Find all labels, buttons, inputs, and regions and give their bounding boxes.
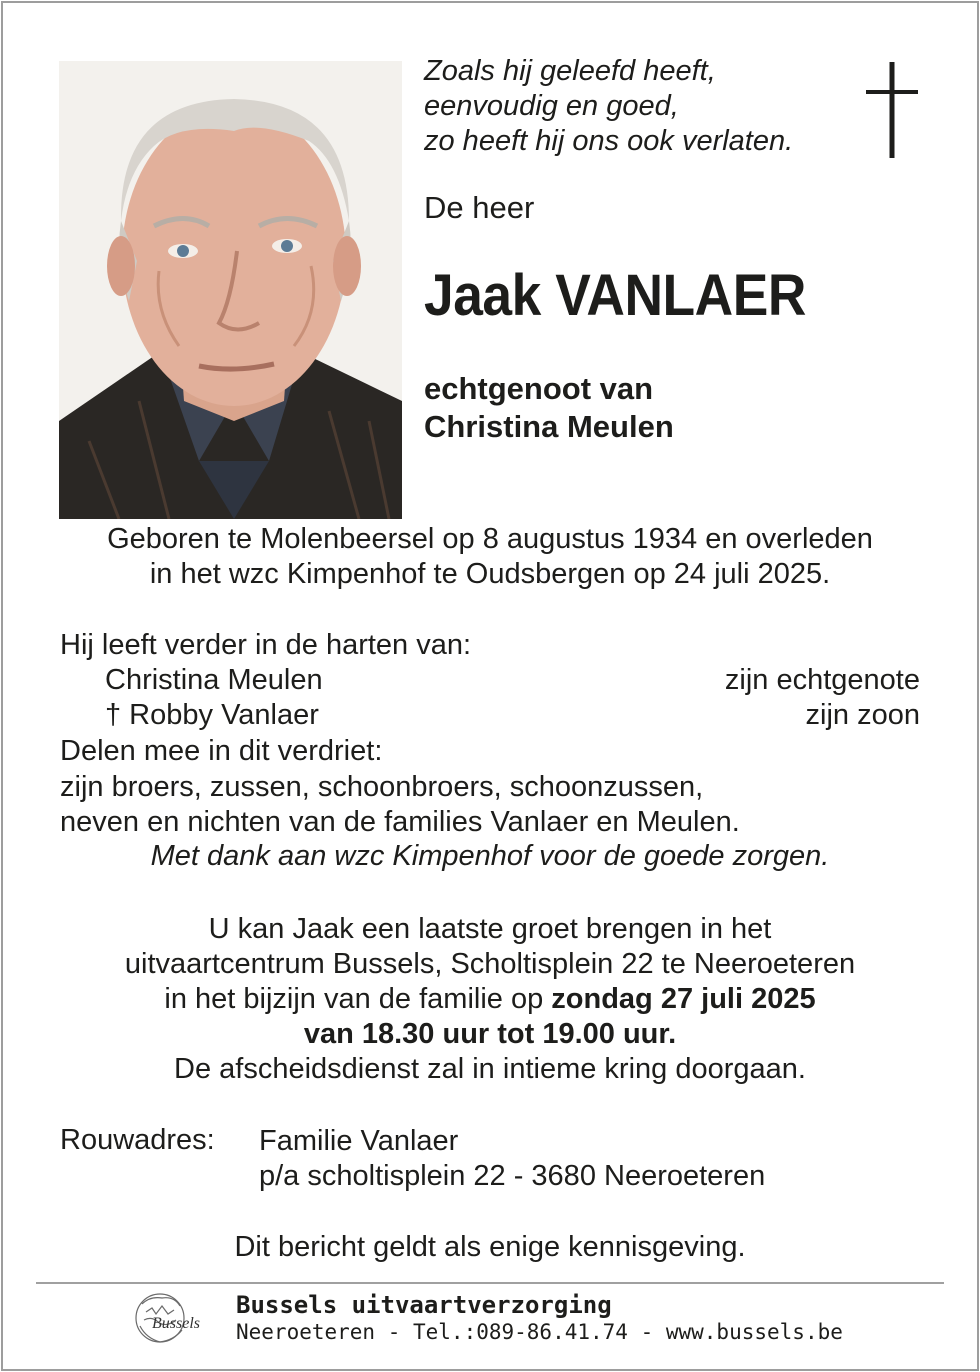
birth-death-line: in het wzc Kimpenhof te Oudsbergen op 24 juli 2025. xyxy=(149,558,831,590)
footer-divider xyxy=(36,1282,944,1284)
visitation-line: uitvaartcentrum Bussels, Scholtisplein 22 te Neeroeteren xyxy=(124,948,856,980)
spouse-line-2: Christina Meulen xyxy=(424,409,674,444)
sharing-line: zijn broers, zussen, schoonbroers, schoonzussen, xyxy=(60,771,704,803)
birth-death-line: Geboren te Molenbeersel op 8 augustus 1934 en overleden xyxy=(107,523,873,555)
thanks-text: Met dank aan wzc Kimpenhof voor de goede zorgen. xyxy=(150,840,830,872)
address-label: Rouwadres: xyxy=(60,1124,215,1156)
verse-line: eenvoudig en goed, xyxy=(424,90,679,122)
address-line: p/a scholtisplein 22 - 3680 Neeroeteren xyxy=(259,1160,766,1192)
sharing-line: neven en nichten van de families Vanlaer en Meulen. xyxy=(60,806,740,838)
verse-line: zo heeft hij ons ook verlaten. xyxy=(424,125,794,157)
visitation-time: van 18.30 uur tot 19.00 uur. xyxy=(303,1018,677,1050)
deceased-name: Jaak VANLAER xyxy=(424,263,806,328)
address xyxy=(259,1124,765,1194)
survivor-relation: zijn zoon xyxy=(805,699,920,731)
survivor-name: † Robby Vanlaer xyxy=(105,699,319,731)
survivor-row xyxy=(60,699,920,734)
survivor-row xyxy=(60,664,920,699)
survivor-relation: zijn echtgenote xyxy=(724,664,920,696)
address-line: Familie Vanlaer xyxy=(259,1125,459,1157)
visitation-line: De afscheidsdienst zal in intieme kring doorgaan. xyxy=(174,1053,806,1085)
verse-line: Zoals hij geleefd heeft, xyxy=(424,55,716,87)
spouse-line-1: echtgenoot van xyxy=(424,371,654,406)
portrait-photo xyxy=(59,61,402,519)
logo-text: Bussels xyxy=(152,1315,200,1332)
survivor-name: Christina Meulen xyxy=(105,664,323,696)
sharing-intro: Delen mee in dit verdriet: xyxy=(60,735,383,767)
company-contact: Neeroeteren - Tel.:089-86.41.74 - www.bussels.be xyxy=(236,1320,843,1344)
notice-text: Dit bericht geldt als enige kennisgeving. xyxy=(234,1231,746,1263)
visitation-line xyxy=(0,982,980,1017)
spouse-info xyxy=(424,370,674,446)
visitation-text xyxy=(0,912,980,1087)
birth-death-text xyxy=(0,522,980,592)
visitation-line-plain: in het bijzijn van de familie op xyxy=(164,983,552,1015)
survivors-intro: Hij leeft verder in de harten van: xyxy=(60,629,472,661)
visitation-date: zondag 27 juli 2025 xyxy=(551,983,816,1015)
bussels-logo xyxy=(132,1290,222,1346)
company-name: Bussels uitvaartverzorging xyxy=(236,1291,612,1319)
verse xyxy=(424,54,793,159)
cross-icon xyxy=(862,62,922,158)
title-prefix: De heer xyxy=(424,190,535,225)
visitation-line: U kan Jaak een laatste groet brengen in het xyxy=(208,913,772,945)
